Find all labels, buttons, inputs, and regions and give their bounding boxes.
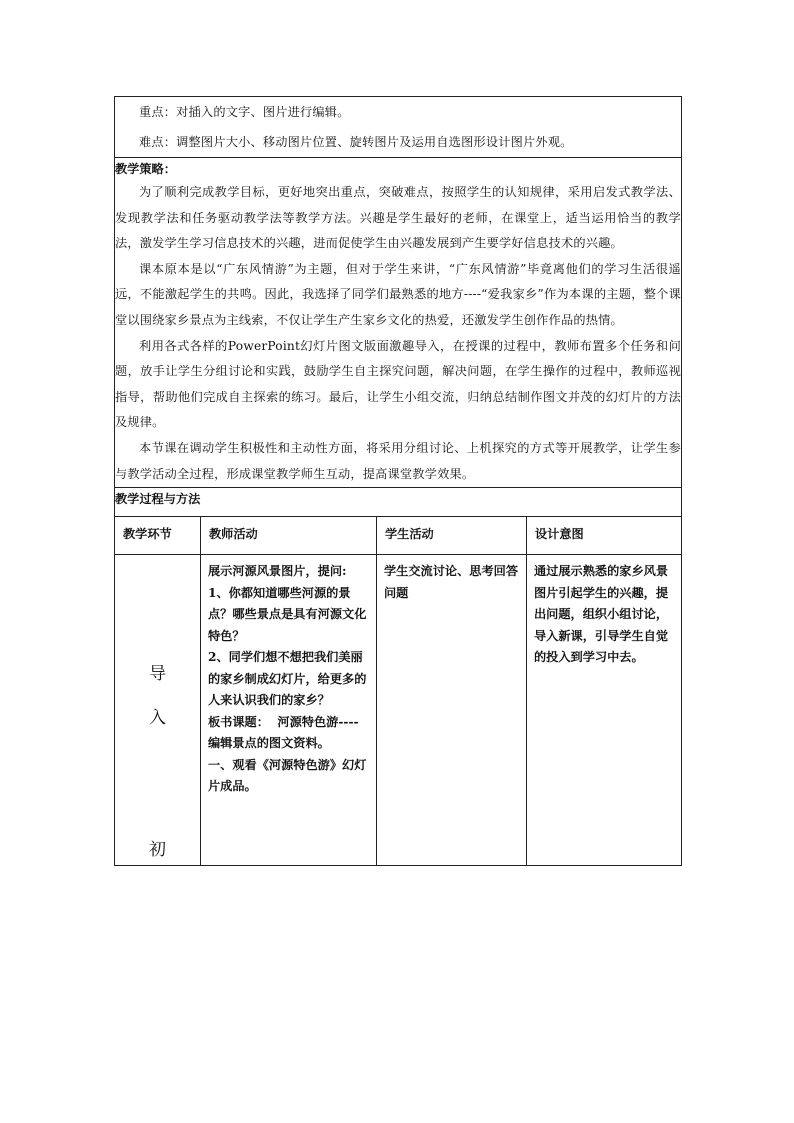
process-column-header-row: [115, 517, 682, 555]
lesson-plan-table: [114, 96, 682, 866]
strategy-paragraph: 为了顺利完成教学目标，更好地突出重点，突破难点，按照学生的认知规律，采用启发式教学法、发现教学法和任务驱动教学法等教学方法。兴趣是学生最好的老师，在课堂上，适当运用恰当的教学法，激发学生学习信息技术的兴趣，进而促使学生由兴趣发展到产生要学好信息技术的兴趣。: [115, 185, 681, 251]
difficulty-text: 难点：调整图片大小、移动图片位置、旋转图片及运用自选图形设计图片外观。: [139, 135, 573, 149]
column-header-student: [377, 517, 527, 555]
column-header-design: [527, 517, 682, 555]
process-heading-cell: [115, 488, 682, 517]
student-activity-cell: [377, 555, 527, 866]
strategy-paragraph: 课本原本是以“广东风情游”为主题，但对于学生来讲，“广东风情游”毕竟离他们的学习生活很遥远，不能激起学生的共鸣。因此，我选择了同学们最熟悉的地方----“爱我家乡”作为本课的主题，整个课堂以围绕家乡景点为主线索，不仅让学生产生家乡文化的热爱，还激发学生创作作品的热情。: [115, 261, 681, 327]
column-header-label: 教学环节: [123, 527, 172, 542]
strategy-cell: [115, 158, 682, 488]
strategy-paragraph: 利用各式各样的PowerPoint幻灯片图文版面激趣导入，在授课的过程中，教师布置多个任务和问题，放手让学生分组讨论和实践，鼓励学生自主探究问题，解决问题，在学生操作的过程中，教师巡视指导，帮助他们完成自主探索的练习。最后，让学生小组交流，归纳总结制作图文并茂的幻灯片的方法及规律。: [115, 338, 681, 430]
focus-text: 重点：对插入的文字、图片进行编辑。: [139, 105, 350, 119]
column-header-label: 教师活动: [209, 527, 258, 542]
teacher-activity-cell: [201, 555, 377, 866]
student-activity-text: 学生交流讨论、思考回答问题: [384, 564, 519, 600]
design-intent-text: 通过展示熟悉的家乡风景图片引起学生的兴趣，提出问题，组织小组讨论，导入新课，引导学生自觉的投入到学习中去。: [534, 564, 669, 665]
design-intent-cell: [527, 555, 682, 866]
stage-char: 导: [149, 664, 166, 685]
column-header-teacher: [201, 517, 377, 555]
teacher-activity-text: 展示河源风景图片，提问: 1、你都知道哪些河源的景点？哪些景点是具有河源文化特色？ 2、同学们想不想把我们美丽的家乡制成幻灯片，给更多的人来认识我们的家乡？ 板书课题： 河源特色游----编辑景点的图文资料。 一、观看《河源特色游》幻灯片成品。: [208, 564, 367, 794]
column-header-stage: [115, 517, 201, 555]
process-body-row: [115, 555, 682, 866]
stage-char: 初: [149, 840, 166, 861]
process-heading-row: [115, 488, 682, 517]
column-header-label: 学生活动: [385, 527, 434, 542]
strategy-paragraph: 本节课在调动学生积极性和主动性方面，将采用分组讨论、上机探究的方式等开展教学，让学生参与教学活动全过程，形成课堂教学师生互动，提高课堂教学效果。: [115, 440, 681, 481]
strategy-row: [115, 158, 682, 488]
strategy-heading: 教学策略：: [115, 162, 176, 176]
process-heading: 教学过程与方法: [115, 492, 201, 507]
stage-cell: [115, 555, 201, 866]
column-header-label: 设计意图: [535, 527, 584, 542]
key-points-row: [115, 97, 682, 158]
key-points-cell: [115, 97, 682, 158]
stage-char: 入: [149, 708, 166, 729]
